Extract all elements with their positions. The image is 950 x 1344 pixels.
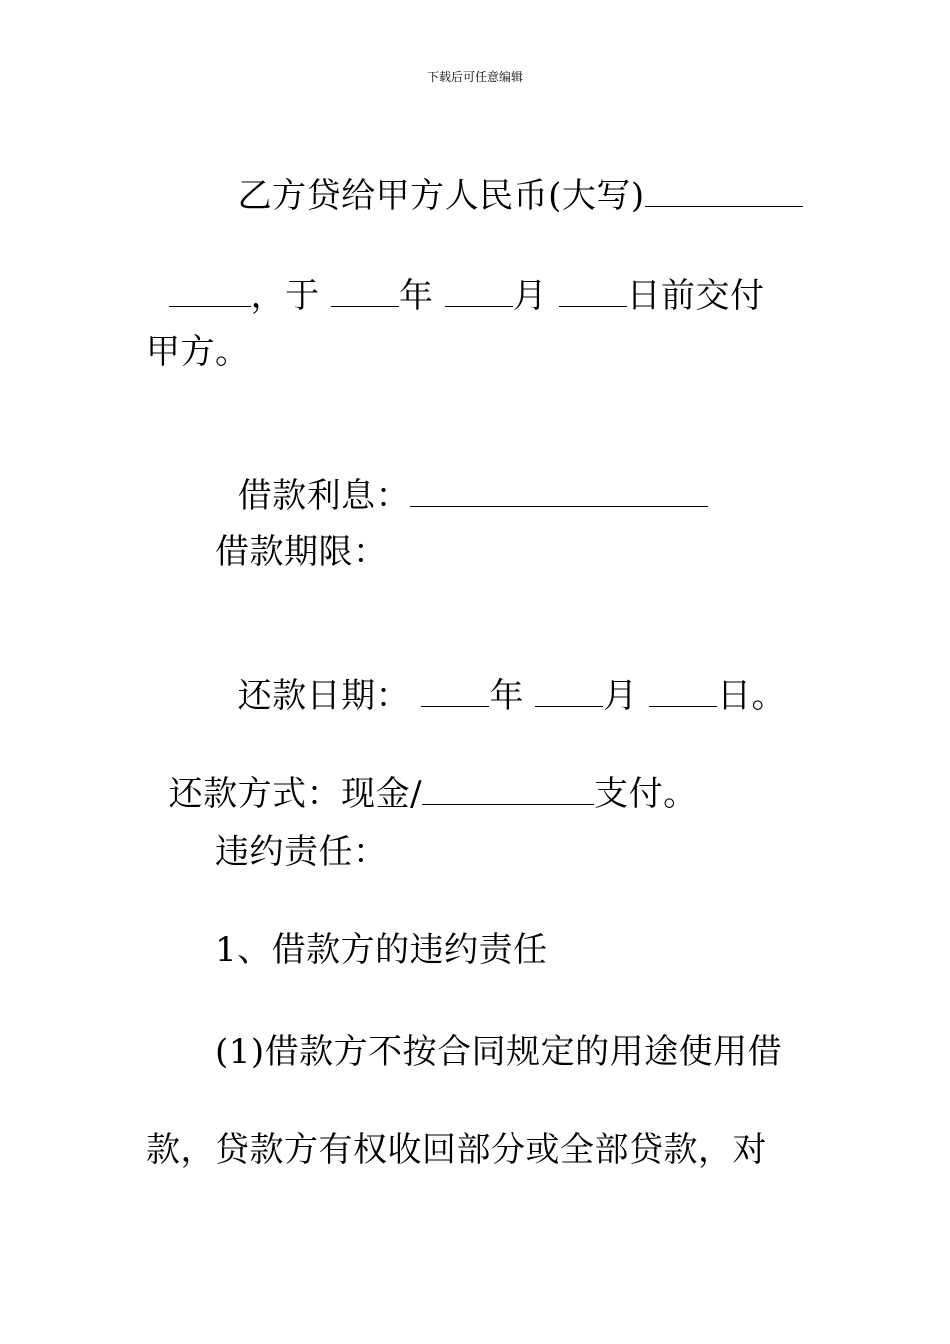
text-line-term: 借款期限： [215, 532, 388, 572]
text-repay-month: 月 [603, 676, 650, 716]
blank-amount-upper [645, 176, 803, 207]
text-repay-year: 年 [489, 676, 536, 716]
blank-year [331, 276, 399, 307]
blank-amount-cont [169, 276, 251, 307]
text-line-repay-method [146, 728, 698, 816]
text-line-2 [146, 230, 765, 318]
page-header: 下载后可任意编辑 [426, 70, 523, 84]
text-interest-label: 借款利息： [237, 476, 411, 516]
blank-interest [410, 476, 708, 507]
blank-method [422, 774, 594, 805]
text-month: 月 [512, 276, 559, 316]
text-method-suffix: 支付。 [594, 774, 698, 814]
blank-day [559, 276, 627, 307]
text-line-liability: 违约责任： [215, 832, 388, 872]
text-line-borrower-liability: 1、借款方的违约责任 [215, 930, 548, 970]
text-line-clause-1-cont: 款，贷款方有权收回部分或全部贷款，对 [146, 1130, 767, 1170]
text-delivery-prefix: ，于 [250, 276, 331, 316]
text-line-interest [215, 430, 708, 518]
text-loan-amount: 乙方贷给甲方人民币(大写) [237, 176, 645, 216]
text-day-delivery: 日前交付 [626, 276, 765, 316]
text-line-3: 甲方。 [146, 332, 250, 372]
text-year: 年 [398, 276, 445, 316]
text-line-clause-1: (1)借款方不按合同规定的用途使用借 [215, 1032, 783, 1072]
blank-repay-month [535, 676, 603, 707]
text-repay-day: 日。 [717, 676, 787, 716]
blank-repay-day [649, 676, 717, 707]
text-repay-label: 还款日期： [237, 676, 422, 716]
blank-month [445, 276, 513, 307]
text-line-1 [215, 130, 803, 218]
blank-repay-year [421, 676, 489, 707]
text-method-label: 还款方式：现金/ [168, 774, 423, 814]
text-line-repay-date [215, 630, 786, 718]
